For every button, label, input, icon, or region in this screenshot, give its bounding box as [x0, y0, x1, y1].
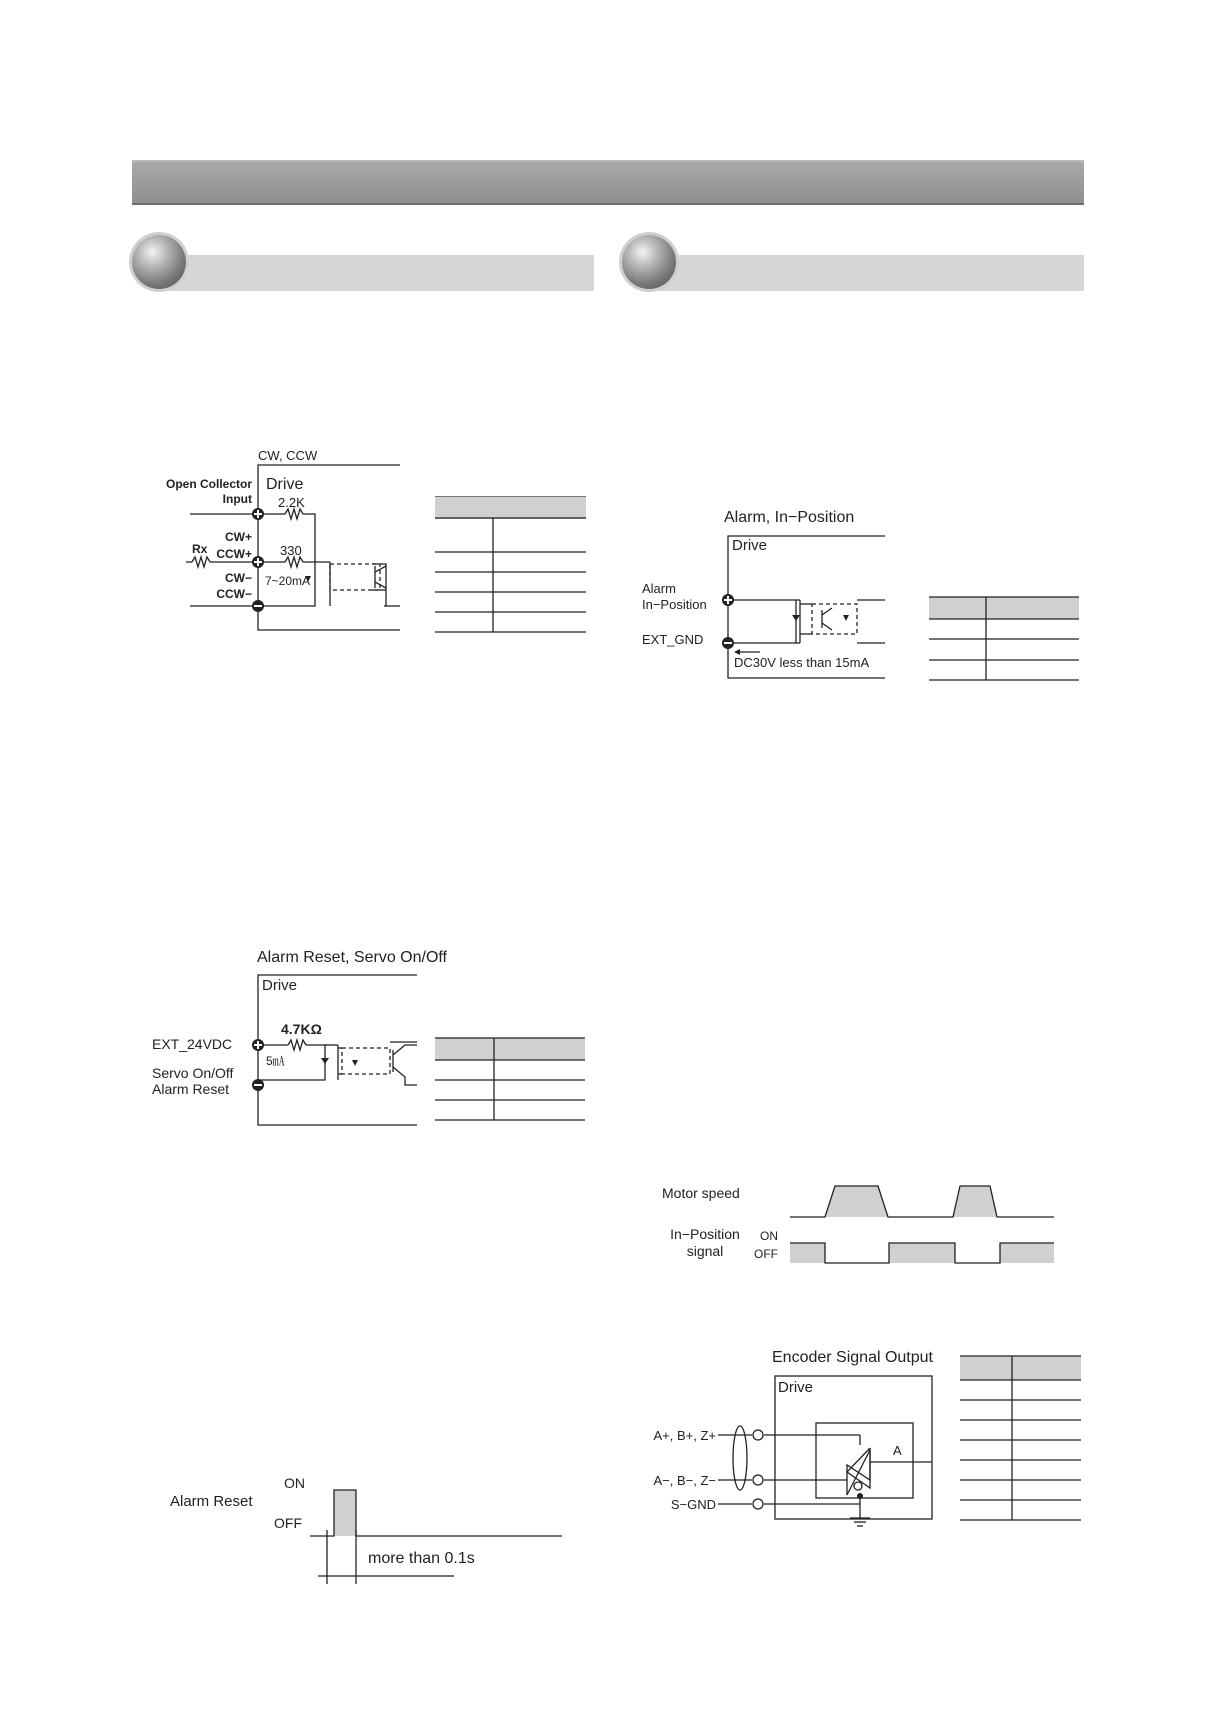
motor-speed-label: Motor speed — [662, 1185, 740, 1201]
off-label: OFF — [274, 1515, 302, 1531]
resistor-value: 4.7KΩ — [281, 1021, 322, 1037]
servo-input-circuit — [258, 975, 417, 1125]
open-collector-table — [435, 497, 586, 632]
current-note: DC30V less than 15mA — [734, 655, 870, 670]
current-label: 5㎃ — [266, 1054, 285, 1068]
input-label: Open Collector — [165, 477, 252, 491]
drive-label: Drive — [266, 476, 304, 493]
pin-label: CW− — [225, 571, 252, 585]
resistor-value: 2.2K — [278, 495, 305, 510]
servo-input-title: Alarm Reset, Servo On/Off — [257, 949, 447, 966]
channel-label: A — [893, 1443, 902, 1458]
timing-signal-label: Alarm Reset — [170, 1493, 253, 1510]
encoder-ground-mark — [857, 1493, 863, 1499]
pin-label: CCW− — [216, 587, 252, 601]
pin-label: CW+ — [225, 530, 252, 544]
on-label: ON — [284, 1475, 305, 1491]
servo-label: Servo On/Off — [152, 1065, 234, 1081]
signal-label: In−Position — [670, 1226, 740, 1242]
alarm-label: Alarm — [642, 581, 676, 596]
on-label: ON — [760, 1229, 778, 1243]
alarm-label: Alarm Reset — [152, 1081, 230, 1097]
gnd-label: S−GND — [670, 1497, 716, 1512]
inposition-label: In−Position — [642, 597, 707, 612]
signal-label: signal — [686, 1243, 724, 1259]
alarm-output-title: Alarm, In−Position — [724, 509, 855, 526]
ext-label: EXT_24VDC — [152, 1036, 233, 1052]
inposition-timing — [790, 1186, 1054, 1263]
duration-label: more than 0.1s — [368, 1550, 475, 1567]
alarm-output-terminals — [722, 594, 849, 655]
open-collector-title: CW, CCW — [258, 448, 318, 463]
encoder-table — [960, 1356, 1081, 1520]
encoder-title: Encoder Signal Output — [772, 1349, 933, 1366]
resistor-value: 330 — [280, 543, 302, 558]
gnd-label: EXT_GND — [642, 632, 704, 647]
alarm-reset-timing — [310, 1490, 562, 1584]
drive-label: Drive — [732, 537, 768, 554]
plus-label: A+, B+, Z+ — [653, 1428, 716, 1443]
rx-label: Rx — [192, 542, 208, 556]
minus-label: A−, B−, Z− — [653, 1473, 716, 1488]
pin-label: CCW+ — [216, 547, 252, 561]
current-label: 7~20mA — [265, 574, 311, 588]
drive-label: Drive — [778, 1379, 814, 1396]
alarm-output-table — [929, 597, 1079, 680]
servo-input-table — [435, 1038, 585, 1120]
drive-label: Drive — [262, 977, 298, 994]
input-label: Input — [222, 492, 252, 506]
off-label: OFF — [754, 1247, 778, 1261]
